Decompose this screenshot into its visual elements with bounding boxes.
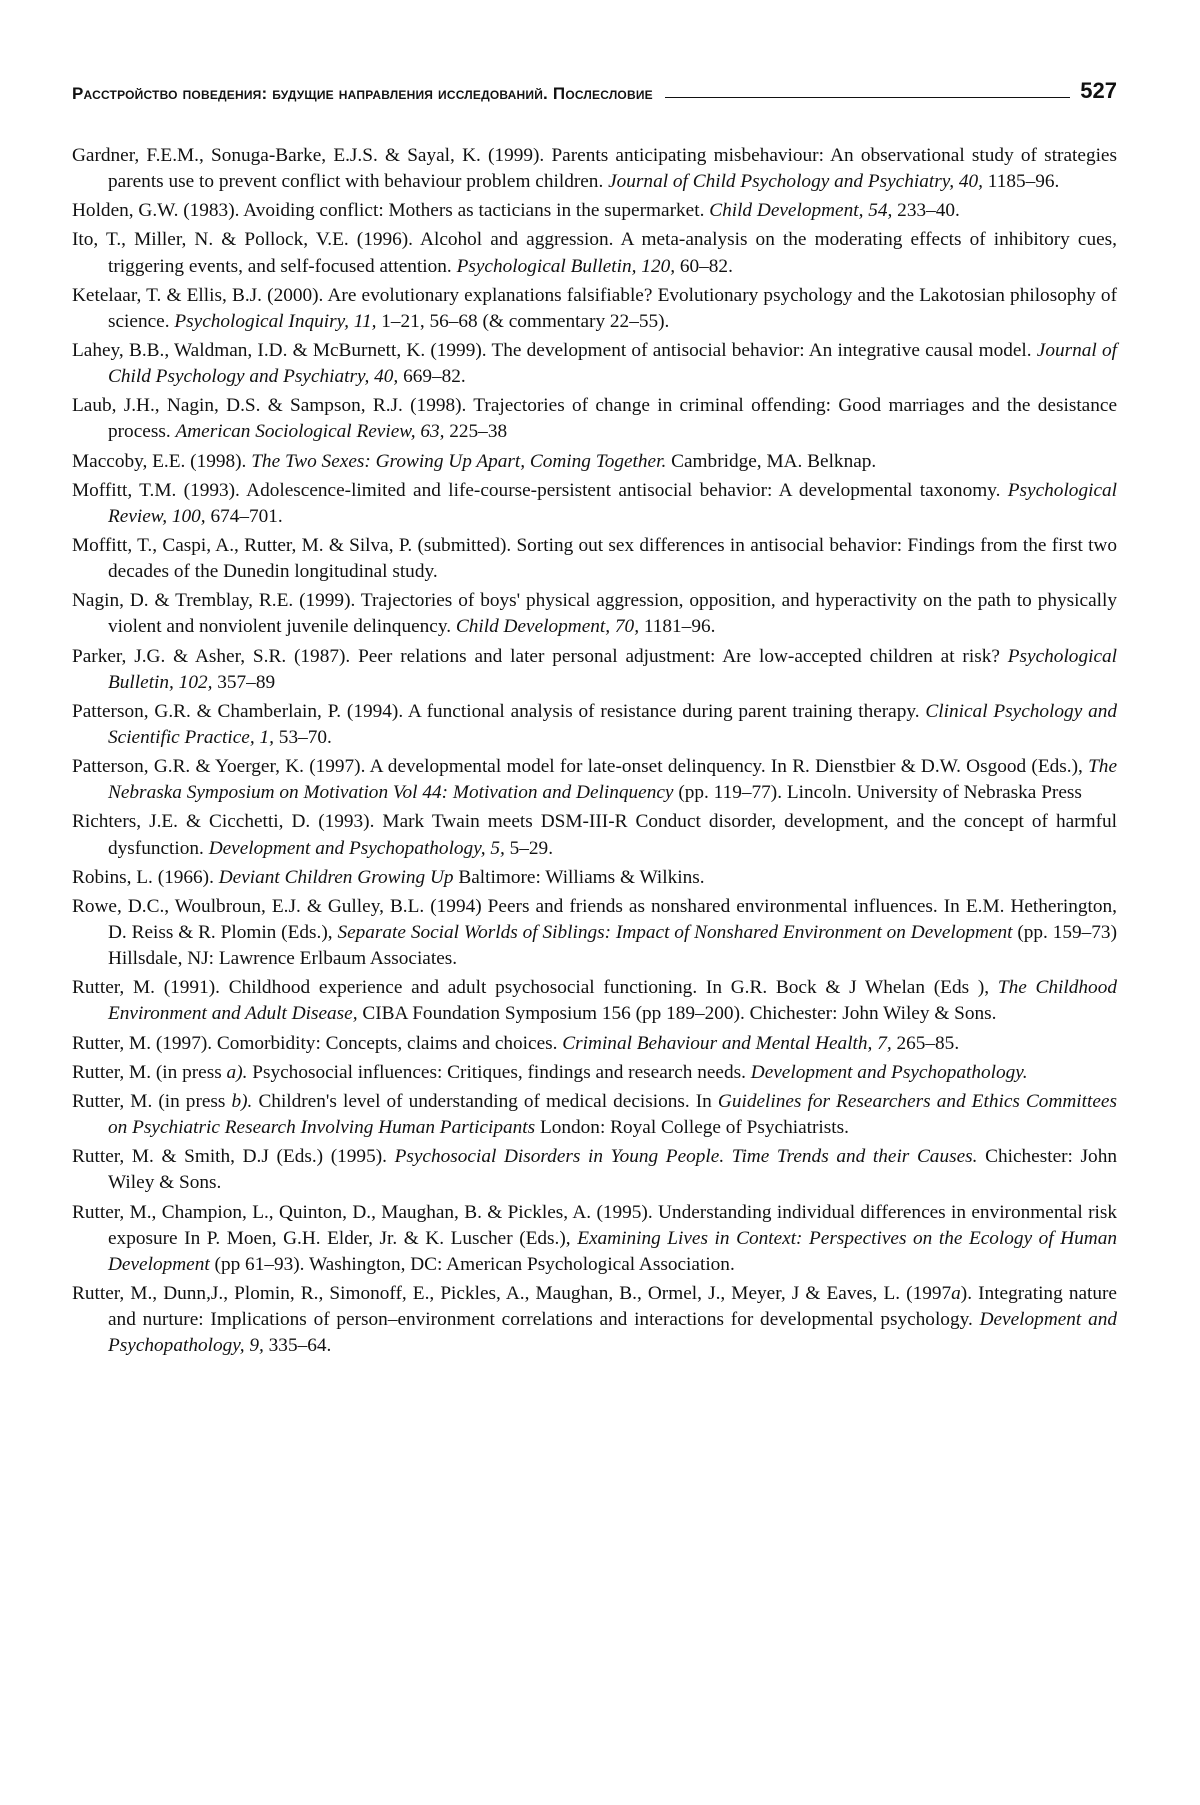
header-rule [665, 97, 1070, 98]
reference-entry: Rutter, M., Dunn,J., Plomin, R., Simonoff, E., Pickles, A., Maughan, B., Ormel, J., Meyer, J & Eaves, L. (1997a). Integrating nature and nurture: Implications of person–environment correlations and interactions for developmental psychology. Development and Psychopathology, 9, 335–64. [72, 1282, 1117, 1357]
reference-entry: Nagin, D. & Tremblay, R.E. (1999). Trajectories of boys' physical aggression, opposition, and hyperactivity on the path to physically violent and nonviolent juvenile delinquency. Child Development, 70, 1181–96. [72, 590, 1117, 638]
reference-entry: Rutter, M. & Smith, D.J (Eds.) (1995). Psychosocial Disorders in Young People. Time Trends and their Causes. Chichester: John Wiley & Sons. [72, 1146, 1117, 1194]
reference-entry: Rutter, M., Champion, L., Quinton, D., Maughan, B. & Pickles, A. (1995). Understanding individual differences in environmental risk exposure In P. Moen, G.H. Elder, Jr. & K. Luscher (Eds.), Examining Lives in Context: Perspectives on the Ecology of Human Development (pp 61–93). Washington, DC: American Psychological Association. [72, 1201, 1118, 1275]
reference-entry: Gardner, F.E.M., Sonuga-Barke, E.J.S. & Sayal, K. (1999). Parents anticipating misbehaviour: An observational study of strategies parents use to prevent conflict with behaviour problem children. Journal of Child Psychology and Psychiatry, 40, 1185–96. [72, 145, 1117, 193]
reference-entry: Parker, J.G. & Asher, S.R. (1987). Peer relations and later personal adjustment: Are low-accepted children at risk? Psychological Bulletin, 102, 357–89 [72, 645, 1117, 693]
reference-entry: Rowe, D.C., Woulbroun, E.J. & Gulley, B.L. (1994) Peers and friends as nonshared environmental influences. In E.M. Hetherington, D. Reiss & R. Plomin (Eds.), Separate Social Worlds of Siblings: Impact of Nonshared Environment on Development (pp. 159–73) Hillsdale, NJ: Lawrence Erlbaum Associates. [72, 895, 1117, 970]
reference-entry: Moffitt, T.M. (1993). Adolescence-limited and life-course-persistent antisocial behavior: A developmental taxonomy. Psychological Review, 100, 674–701. [72, 479, 1117, 527]
reference-entry: Patterson, G.R. & Yoerger, K. (1997). A developmental model for late-onset delinquency. In R. Dienstbier & D.W. Osgood (Eds.), The Nebraska Symposium on Motivation Vol 44: Motivation and Delinquency (pp. 119–77). Lincoln. University of Nebraska Press [72, 756, 1117, 804]
reference-entry: Rutter, M. (in press b). Children's level of understanding of medical decisions. In Guidelines for Researchers and Ethics Committees on Psychiatric Research Involving Human Participants London: Royal College of Psychiatrists. [72, 1090, 1117, 1139]
reference-entry: Lahey, B.B., Waldman, I.D. & McBurnett, K. (1999). The development of antisocial behavior: An integrative causal model. Journal of Child Psychology and Psychiatry, 40, 669–82. [72, 340, 1117, 388]
reference-entry: Laub, J.H., Nagin, D.S. & Sampson, R.J. (1998). Trajectories of change in criminal offending: Good marriages and the desistance process. American Sociological Review, 63, 225–38 [72, 395, 1117, 443]
reference-entry: Rutter, M. (in press a). Psychosocial influences: Critiques, findings and research needs. Development and Psychopathology. [72, 1061, 1028, 1083]
reference-entry: Ketelaar, T. & Ellis, B.J. (2000). Are evolutionary explanations falsifiable? Evolutionary psychology and the Lakotosian philosophy of science. Psychological Inquiry, 11, 1–21, 56–68 (& commentary 22–55). [72, 284, 1117, 332]
reference-entry: Moffitt, T., Caspi, A., Rutter, M. & Silva, P. (submitted). Sorting out sex differences in antisocial behavior: Findings from the first two decades of the Dunedin longitudinal study. [72, 535, 1117, 583]
reference-entry: Patterson, G.R. & Chamberlain, P. (1994). A functional analysis of resistance during parent training therapy. Clinical Psychology and Scientific Practice, 1, 53–70. [72, 700, 1117, 748]
running-title: Расстройство поведения: будущие направления исследований. Послесловие [72, 84, 653, 103]
reference-list [72, 143, 1117, 1362]
reference-entry: Richters, J.E. & Cicchetti, D. (1993). Mark Twain meets DSM-III-R Conduct disorder, development, and the concept of harmful dysfunction. Development and Psychopathology, 5, 5–29. [72, 811, 1117, 859]
page-number: 527 [1080, 78, 1117, 103]
running-header [72, 70, 1117, 104]
reference-entry: Maccoby, E.E. (1998). The Two Sexes: Growing Up Apart, Coming Together. Cambridge, MA. Belknap. [72, 450, 877, 472]
reference-entry: Rutter, M. (1997). Comorbidity: Concepts, claims and choices. Criminal Behaviour and Mental Health, 7, 265–85. [72, 1032, 960, 1054]
reference-entry: Holden, G.W. (1983). Avoiding conflict: Mothers as tacticians in the supermarket. Child Development, 54, 233–40. [72, 200, 960, 222]
reference-entry: Ito, T., Miller, N. & Pollock, V.E. (1996). Alcohol and aggression. A meta-analysis on the moderating effects of inhibitory cues, triggering events, and self-focused attention. Psychological Bulletin, 120, 60–82. [72, 229, 1117, 277]
reference-entry: Rutter, M. (1991). Childhood experience and adult psychosocial functioning. In G.R. Bock & J Whelan (Eds ), The Childhood Environment and Adult Disease, CIBA Foundation Symposium 156 (pp 189–200). Chichester: John Wiley & Sons. [72, 977, 1117, 1025]
reference-entry: Robins, L. (1966). Deviant Children Growing Up Baltimore: Williams & Wilkins. [72, 866, 705, 888]
